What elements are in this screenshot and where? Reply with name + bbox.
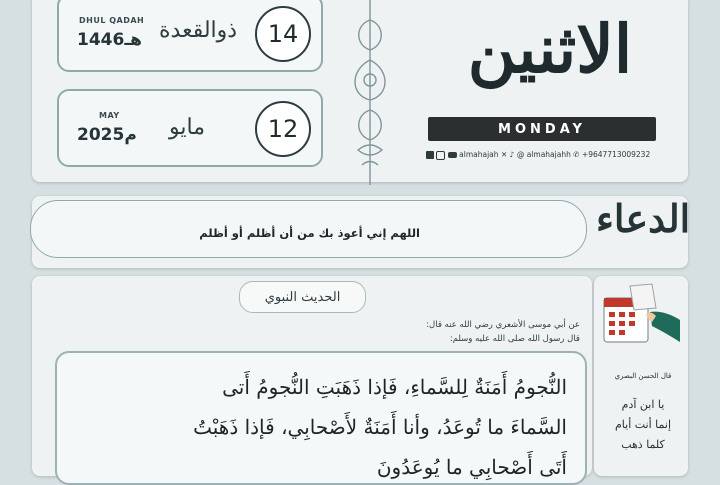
social-handle-1[interactable]: almahajah [459,150,499,159]
social-handle-2[interactable]: almahajahh [526,150,571,159]
hadith-narration-2: قال رسول الله صلى الله عليه وسلم: [449,334,580,344]
at-icon: @ [516,150,525,159]
hadith-title: الحديث النبوي [239,281,366,313]
hijri-year: 1446هـ [77,30,142,50]
gregorian-day: 12 [255,101,311,157]
facebook-icon [426,151,434,159]
hijri-month-ar: ذوالقعدة [159,18,238,43]
side-quote-line-1: يا ابن آدم [621,398,665,411]
hadith-line-2: السَّماءَ ما تُوعَدُ، وأنا أَمَنَةٌ لأَصْحابِي، فَإذا ذَهَبْتُ [193,415,567,439]
ornament-divider-icon [340,0,400,185]
instagram-icon [436,151,445,160]
day-name-arabic: الاثنين [467,10,633,88]
dua-title: الدعاء [596,196,691,241]
phone-number[interactable]: +9647713009232 [581,150,651,159]
side-quote-line-2: إنما أنت أيام [614,418,672,431]
day-name-english: MONDAY [428,117,656,141]
gregorian-month-en: MAY [99,111,120,120]
x-icon: ✕ [500,150,508,159]
hijri-date-pill [57,0,323,72]
tiktok-icon: ♪ [509,150,515,159]
gregorian-year: 2025م [77,125,137,145]
youtube-icon [448,152,457,158]
side-quote-line-3: كلما ذهب [621,438,665,451]
gregorian-month-ar: مايو [169,115,205,140]
hadith-line-3: أَتَى أَصْحابِي ما يُوعَدُونَ [376,455,567,479]
dua-text: اللهم إني أعوذ بك من أن أظلم أو أظلم [199,226,420,240]
gregorian-date-pill [57,89,323,167]
hijri-month-en: DHUL QADAH [79,16,145,25]
hijri-day: 14 [255,6,311,62]
social-contact-row [426,150,658,160]
calendar-illustration-icon [600,282,684,352]
side-caption: قال الحسن البصري [614,372,672,380]
whatsapp-icon: ✆ [573,150,580,159]
hadith-text-box [55,351,587,485]
hadith-narration-1: عن أبي موسى الأشعري رضي الله عنه قال: [426,320,580,330]
hadith-line-1: النُّجومُ أَمَنَةٌ لِلسَّماءِ، فَإذا ذَهَبَتِ النُّجومُ أَتى [222,375,567,399]
